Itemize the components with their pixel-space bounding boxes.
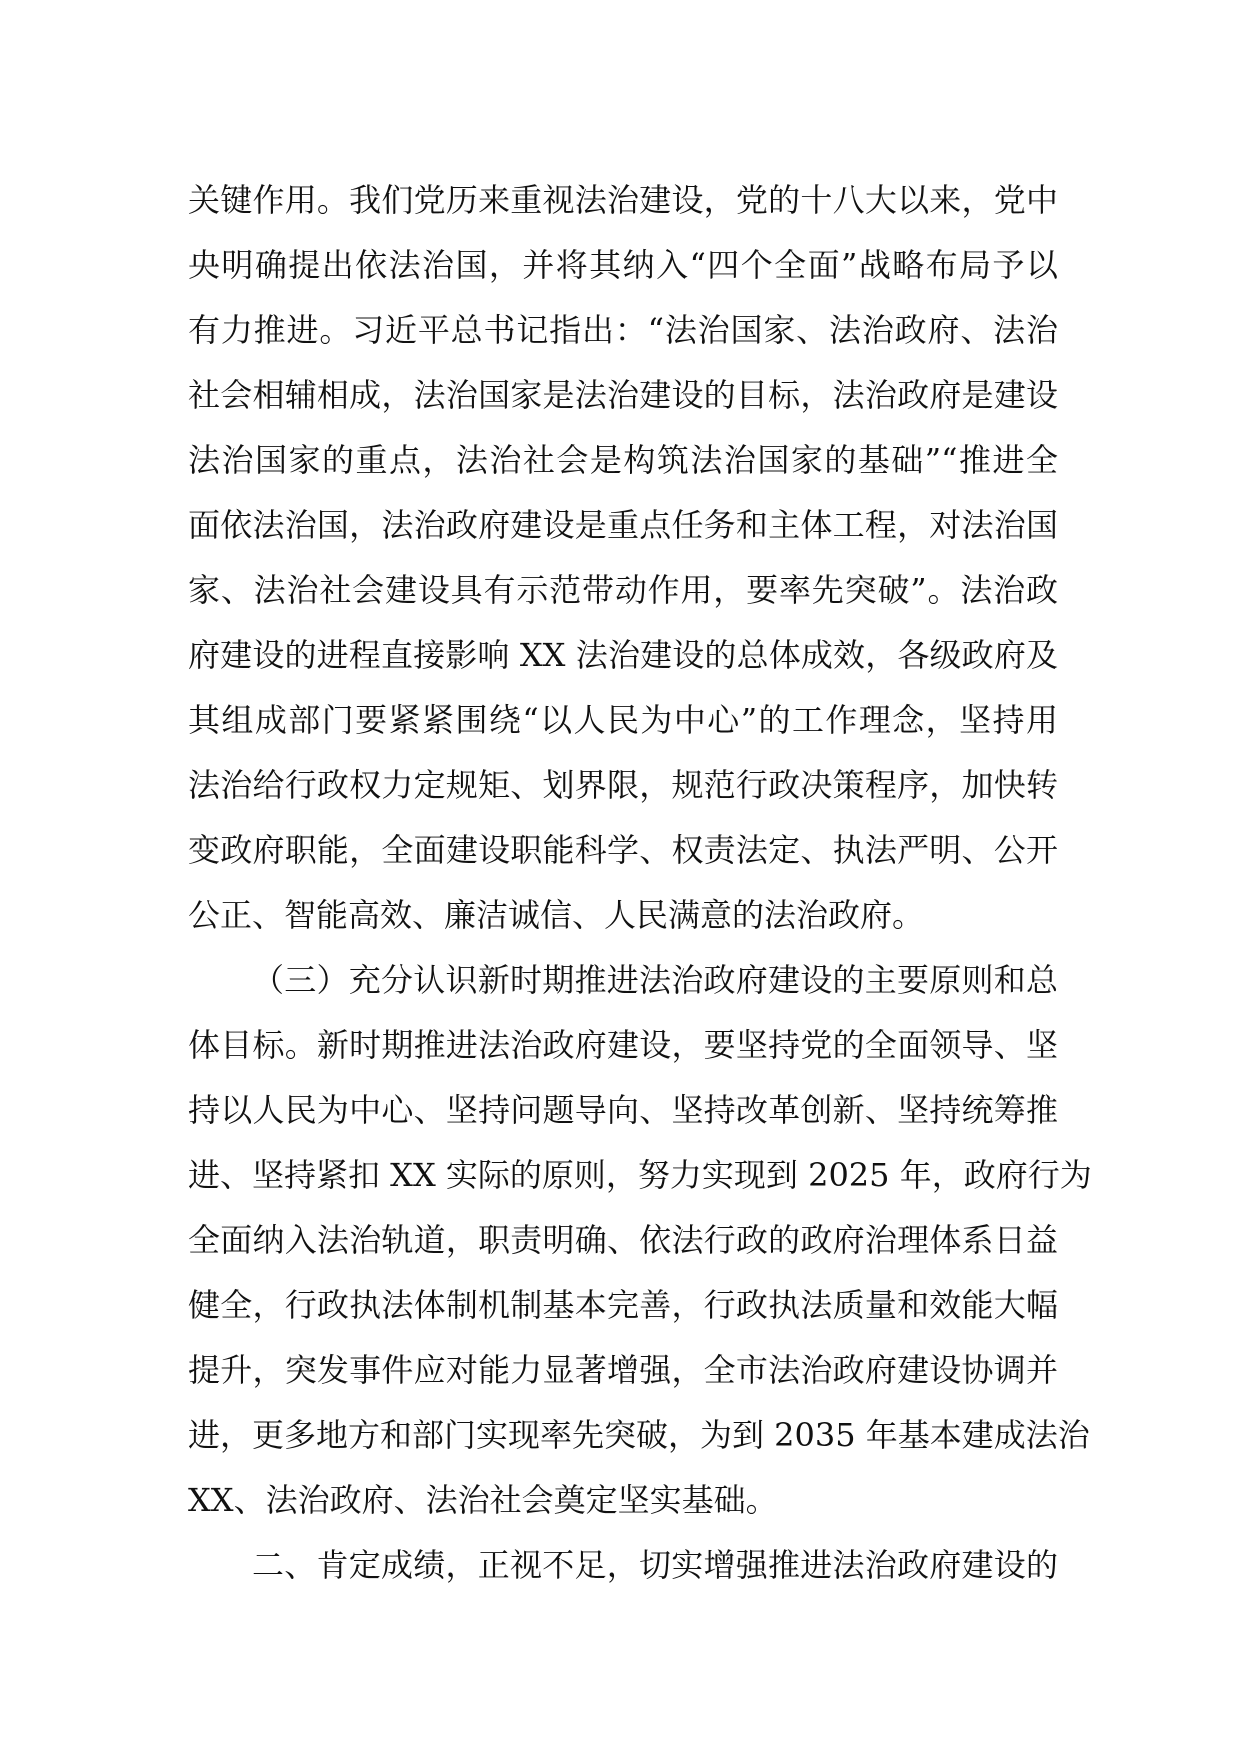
text-line: 关键作用。我们党历来重视法治建设，党的十八大以来，党中 [188,181,1058,219]
text-line: 央明确提出依法治国，并将其纳入“四个全面”战略布局予以 [188,246,1058,284]
text-line: 法治给行政权力定规矩、划界限，规范行政决策程序，加快转 [188,766,1058,804]
section-heading-line: 二、肯定成绩，正视不足，切实增强推进法治政府建设的 [252,1546,1058,1584]
text-line: 健全，行政执法体制机制基本完善，行政执法质量和效能大幅 [188,1286,1058,1324]
text-line: 持以人民为中心、坚持问题导向、坚持改革创新、坚持统筹推 [188,1091,1058,1129]
text-line: 有力推进。习近平总书记指出：“法治国家、法治政府、法治 [188,311,1058,349]
text-line: 府建设的进程直接影响 XX 法治建设的总体成效，各级政府及 [188,636,1058,674]
text-line: 法治国家的重点，法治社会是构筑法治国家的基础”“推进全 [188,441,1058,479]
text-line: 社会相辅相成，法治国家是法治建设的目标，法治政府是建设 [188,376,1058,414]
section-heading-line: （三）充分认识新时期推进法治政府建设的主要原则和总 [252,961,1058,999]
text-line: 全面纳入法治轨道，职责明确、依法行政的政府治理体系日益 [188,1221,1058,1259]
document-body [188,168,1092,1598]
text-line: 公正、智能高效、廉洁诚信、人民满意的法治政府。 [188,896,925,934]
text-line: 家、法治社会建设具有示范带动作用，要率先突破”。法治政 [188,571,1058,609]
text-line: 提升，突发事件应对能力显著增强，全市法治政府建设协调并 [188,1351,1058,1389]
text-line: 体目标。新时期推进法治政府建设，要坚持党的全面领导、坚 [188,1026,1058,1064]
text-line: 进，更多地方和部门实现率先突破，为到 2035 年基本建成法治 [188,1416,1090,1454]
text-line: 变政府职能，全面建设职能科学、权责法定、执法严明、公开 [188,831,1058,869]
text-line: 进、坚持紧扣 XX 实际的原则，努力实现到 2025 年，政府行为 [188,1156,1092,1194]
text-line: 面依法治国，法治政府建设是重点任务和主体工程，对法治国 [188,506,1058,544]
text-line: XX、法治政府、法治社会奠定坚实基础。 [188,1481,778,1519]
text-line: 其组成部门要紧紧围绕“以人民为中心”的工作理念，坚持用 [188,701,1058,739]
